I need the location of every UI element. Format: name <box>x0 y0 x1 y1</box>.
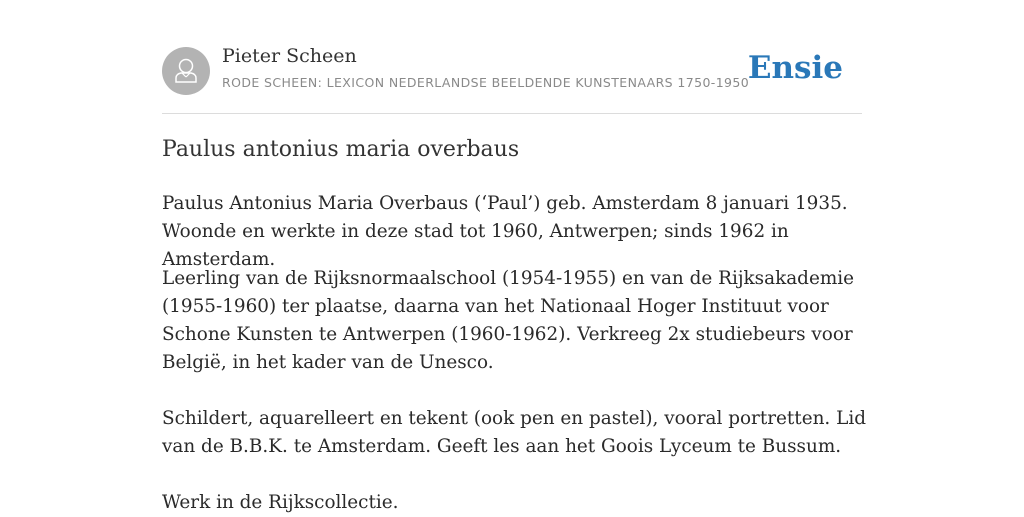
source-title[interactable]: RODE SCHEEN: LEXICON NEDERLANDSE BEELDENDE KUNSTENAARS 1750-1950 <box>222 75 750 90</box>
author-name[interactable]: Pieter Scheen <box>222 45 357 67</box>
article-title: Paulus antonius maria overbaus <box>162 137 520 162</box>
article-paragraph-1: Paulus Antonius Maria Overbaus (‘Paul’) geb. Amsterdam 8 januari 1935. Woonde en werkte in deze stad tot 1960, Antwerpen; sinds 1962 in Amsterdam. <box>162 193 848 270</box>
article-paragraph-4: Werk in de Rijkscollectie. <box>162 492 399 513</box>
article-header <box>162 0 862 114</box>
user-avatar-icon[interactable] <box>162 47 210 95</box>
article-paragraph-2: Leerling van de Rijksnormaalschool (1954-1955) en van de Rijksakademie (1955-1960) ter plaatse, daarna van het Nationaal Hoger Instituut voor Schone Kunsten te Antwerpen (1960-1962). Verkreeg 2x studiebeurs voor België, in het kader van de Unesco. <box>162 268 855 373</box>
article-container <box>162 0 866 513</box>
ensie-logo[interactable]: Ensie <box>747 50 843 86</box>
article-paragraph-3: Schildert, aquarelleert en tekent (ook pen en pastel), vooral portretten. Lid van de B.B.K. te Amsterdam. Geeft les aan het Goois Lyceum te Bussum. <box>162 408 866 457</box>
